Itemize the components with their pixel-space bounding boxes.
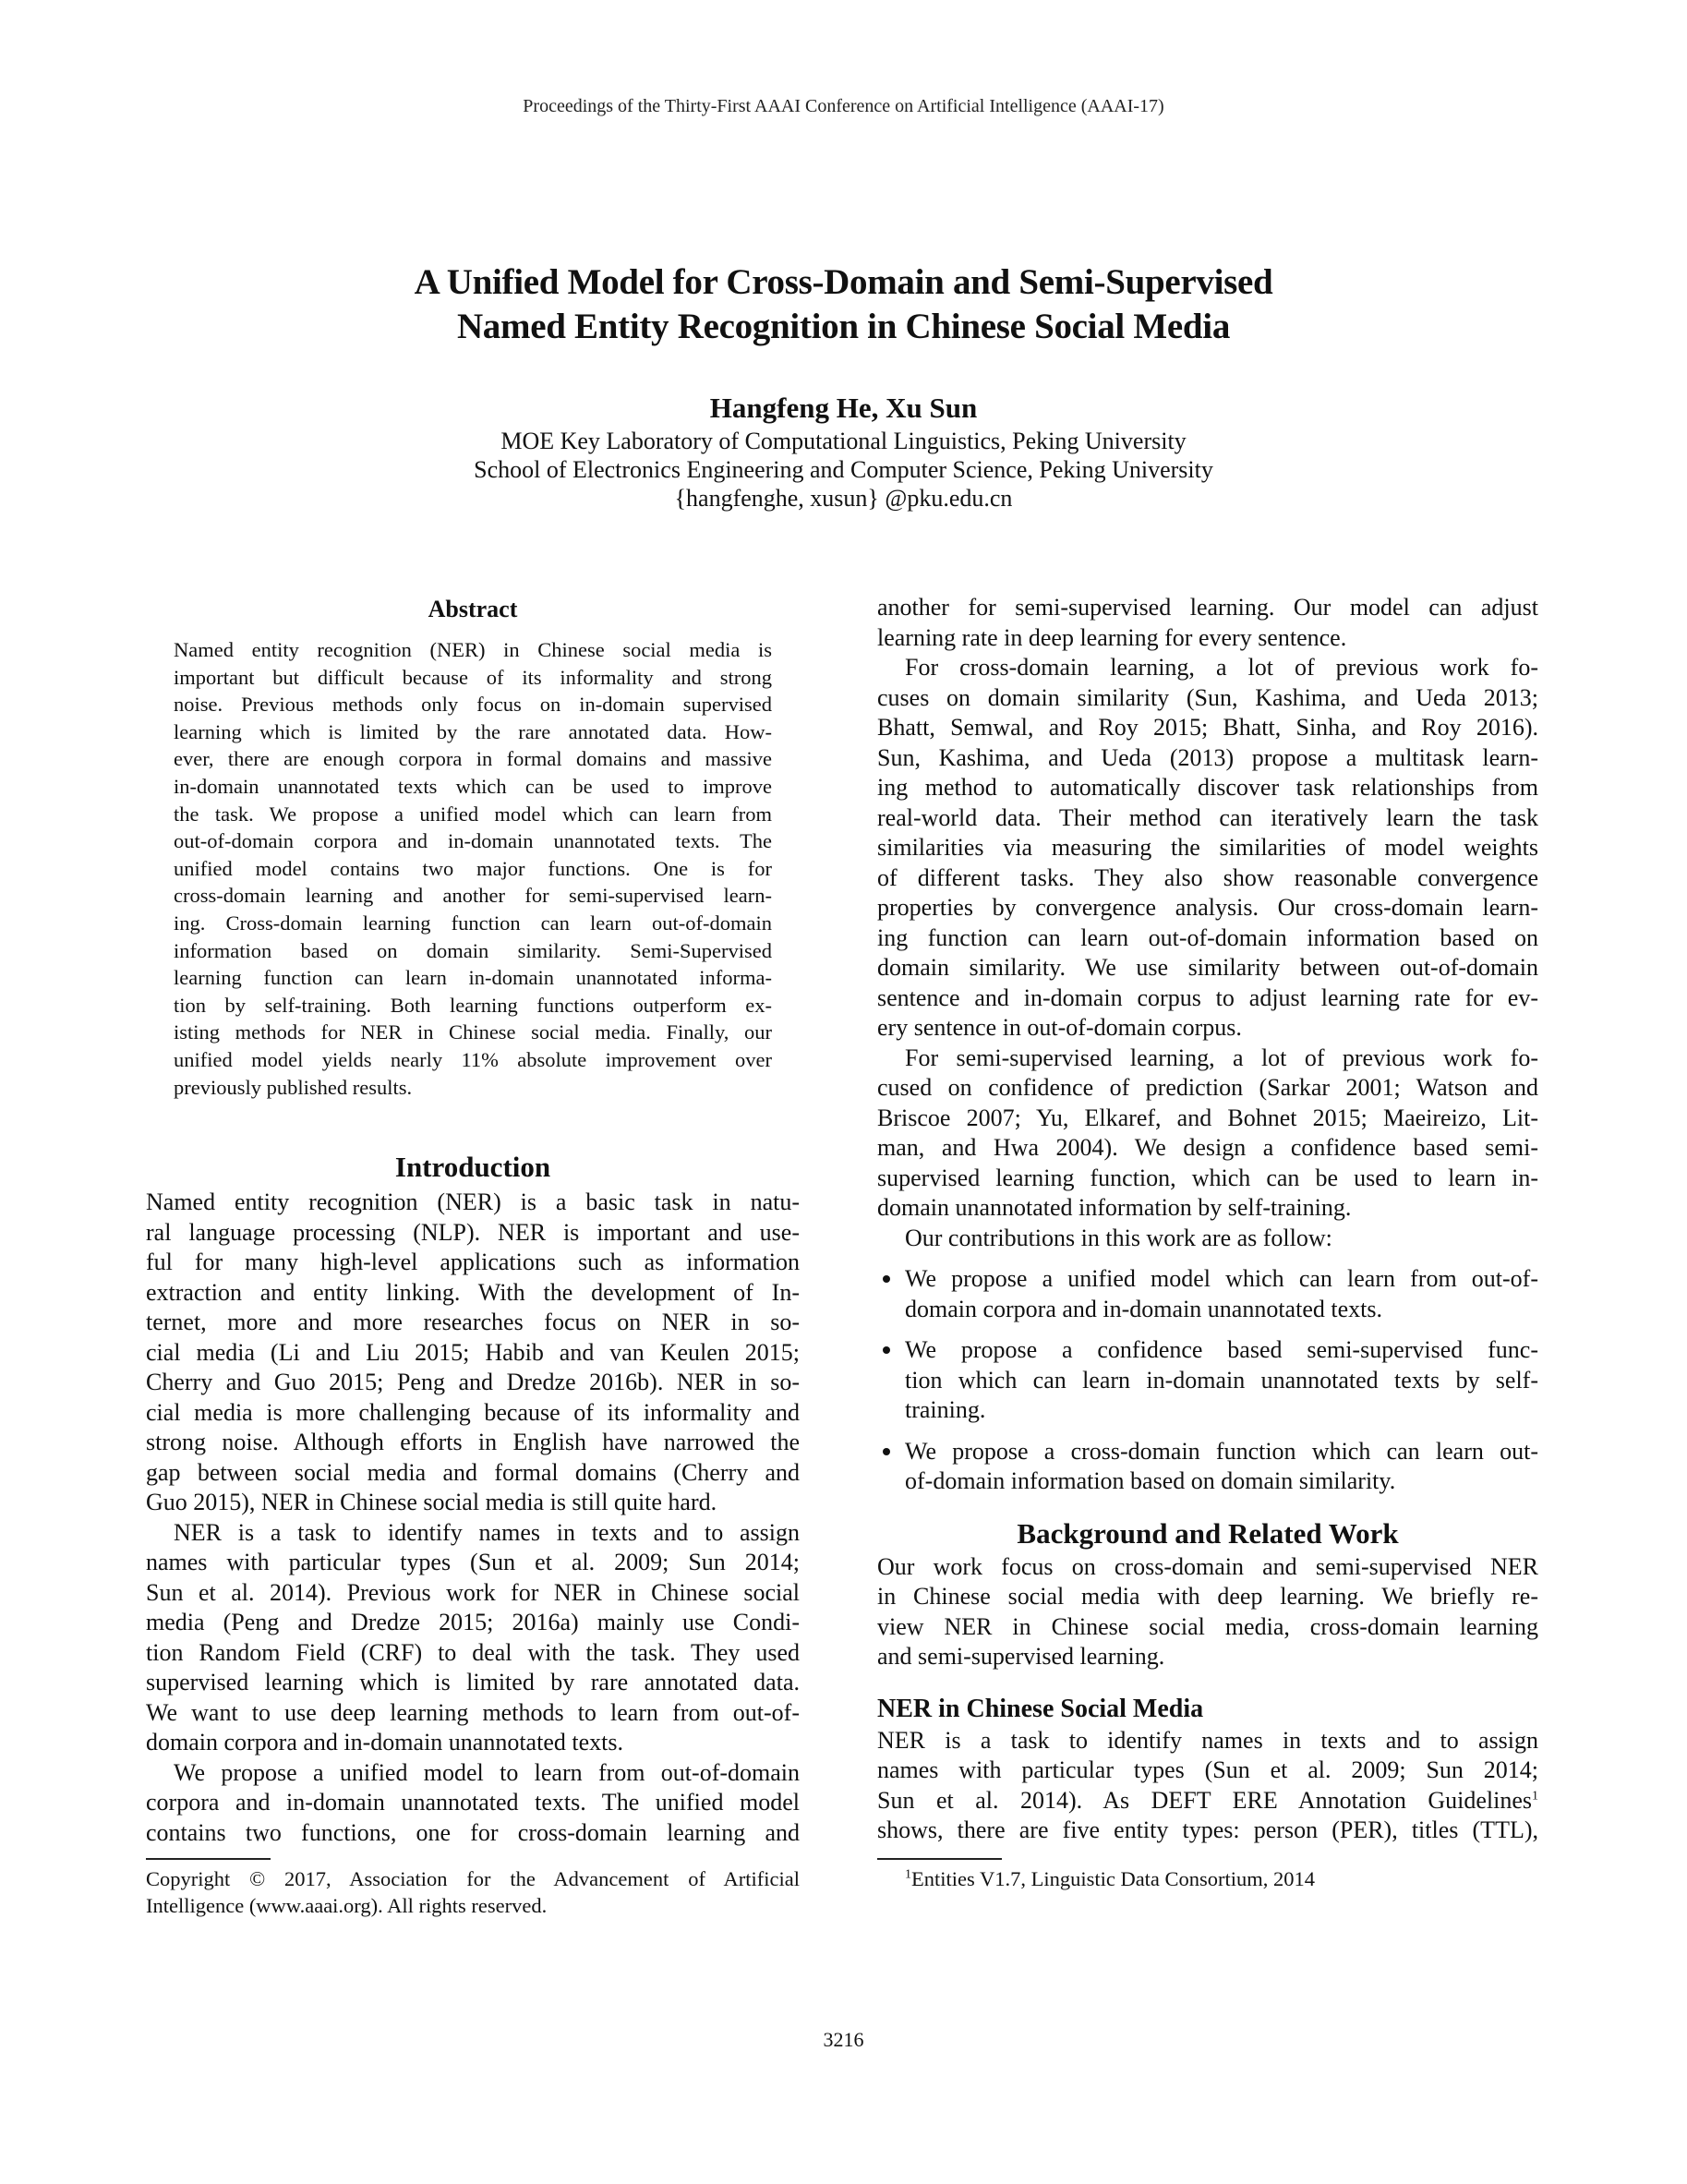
- text-line: corpora and in-domain unannotated texts. The unified model: [146, 1789, 800, 1816]
- abstract-line: tion by self-training. Both learning functions outperform ex-: [174, 993, 772, 1017]
- text-line: Our contributions in this work are as follow:: [905, 1224, 1332, 1251]
- text-line: ral language processing (NLP). NER is important and use-: [146, 1218, 800, 1246]
- text-line: tion which can learn in-domain unannotated texts by self-: [905, 1366, 1538, 1394]
- text-line: For cross-domain learning, a lot of previous work fo-: [905, 654, 1538, 681]
- text-line: of different tasks. They also show reasonable convergence: [877, 863, 1538, 891]
- text-line: [877, 1786, 1538, 1816]
- subsection-heading: NER in Chinese Social Media: [877, 1694, 1204, 1723]
- text-line: strong noise. Although efforts in English have narrowed the: [146, 1429, 800, 1455]
- bullet-icon: [883, 1346, 890, 1354]
- contribution-item: [877, 1437, 1538, 1497]
- text-line: and semi-supervised learning.: [877, 1643, 1165, 1670]
- abstract: [174, 595, 772, 1101]
- text-line: extraction and entity linking. With the development of In-: [146, 1278, 800, 1306]
- text-line: cuses on domain similarity (Sun, Kashima, and Ueda 2013;: [877, 683, 1538, 711]
- paragraph: [146, 1188, 800, 1518]
- text-line: man, and Hwa 2004). We design a confidence based semi-: [877, 1134, 1538, 1161]
- text-line: ternet, more and more researches focus on NER in so-: [146, 1309, 800, 1335]
- text-line: Sun et al. 2014). Previous work for NER in Chinese social: [146, 1578, 800, 1606]
- text-line: supervised learning function, which can be used to learn in-: [877, 1164, 1538, 1191]
- abstract-line: noise. Previous methods only focus on in-domain supervised: [174, 693, 772, 717]
- abstract-line: unified model yields nearly 11% absolute improvement over: [174, 1047, 772, 1071]
- affiliations: [0, 427, 1687, 513]
- text-line: Sun, Kashima, and Ueda (2013) propose a multitask learn-: [877, 743, 1538, 771]
- abstract-line: in-domain unannotated texts which can be used to improve: [174, 774, 772, 798]
- bullet-icon: [883, 1448, 890, 1455]
- text-line: ful for many high-level applications such as information: [146, 1249, 800, 1275]
- text-line: media (Peng and Dredze 2015; 2016a) mainly use Condi-: [146, 1609, 800, 1635]
- text-line: domain unannotated information by self-training.: [877, 1194, 1352, 1221]
- text-line: domain similarity. We use similarity between out-of-domain: [877, 954, 1538, 981]
- paragraph: [146, 1518, 800, 1758]
- text-line: We want to use deep learning methods to learn from out-of-: [146, 1698, 800, 1726]
- abstract-line: learning which is limited by the rare annotated data. How-: [174, 719, 772, 743]
- text-line: shows, there are five entity types: person (PER), titles (TTL),: [877, 1816, 1538, 1843]
- abstract-line: out-of-domain corpora and in-domain unannotated texts. The: [174, 829, 772, 853]
- title-line: A Unified Model for Cross-Domain and Semi-Supervised: [414, 262, 1273, 302]
- contribution-item: [877, 1335, 1538, 1426]
- bullet-icon: [883, 1275, 890, 1283]
- text-line: ing method to automatically discover task relationships from: [877, 774, 1538, 801]
- footnote-text: Entities V1.7, Linguistic Data Consortium, 2014: [911, 1867, 1316, 1890]
- abstract-line: cross-domain learning and another for semi-supervised learn-: [174, 884, 772, 908]
- text-line: We propose a cross-domain function which can learn out-: [905, 1437, 1538, 1465]
- abstract-heading: Abstract: [428, 596, 518, 622]
- copyright-notice: [146, 1865, 800, 1919]
- text-line: names with particular types (Sun et al. 2009; Sun 2014;: [877, 1756, 1538, 1783]
- text-line: ery sentence in out-of-domain corpus.: [877, 1014, 1242, 1041]
- text-line: tion Random Field (CRF) to deal with the task. They used: [146, 1638, 800, 1666]
- text-line: Cherry and Guo 2015; Peng and Dredze 2016b). NER in so-: [146, 1369, 800, 1395]
- copyright-line: Intelligence (www.aaai.org). All rights reserved.: [146, 1894, 548, 1917]
- text-line: NER is a task to identify names in texts and to assign: [877, 1726, 1538, 1754]
- copyright-line: Copyright © 2017, Association for the Advancement of Artificial: [146, 1867, 800, 1890]
- introduction-section: [146, 1149, 800, 1848]
- text-line: We propose a confidence based semi-supervised func-: [905, 1336, 1538, 1363]
- abstract-line: unified model contains two major functions. One is for: [174, 856, 772, 880]
- text-line: properties by convergence analysis. Our cross-domain learn-: [877, 894, 1538, 921]
- paper-title: [0, 260, 1687, 349]
- text-line: supervised learning which is limited by rare annotated data.: [146, 1669, 800, 1695]
- text-line: view NER in Chinese social media, cross-domain learning: [877, 1612, 1538, 1640]
- text-line: learning rate in deep learning for every sentence.: [877, 623, 1347, 651]
- affiliation-line: School of Electronics Engineering and Computer Science, Peking University: [474, 456, 1213, 483]
- text-line: Guo 2015), NER in Chinese social media is still quite hard.: [146, 1489, 717, 1515]
- abstract-line: important but difficult because of its informality and strong: [174, 665, 772, 689]
- paragraph: [877, 593, 1538, 653]
- authors: Hangfeng He, Xu Sun: [709, 392, 978, 424]
- title-line: Named Entity Recognition in Chinese Social Media: [456, 307, 1231, 346]
- footnote-rule: [146, 1858, 271, 1860]
- text-line: Bhatt, Semwal, and Roy 2015; Bhatt, Sinha, and Roy 2016).: [877, 714, 1538, 741]
- paragraph: [877, 1552, 1538, 1672]
- text-line: We propose a unified model which can learn from out-of-: [905, 1265, 1538, 1292]
- contribution-item: [877, 1264, 1538, 1324]
- footnote-1: [877, 1865, 1538, 1892]
- footnote-marker[interactable]: 1: [1532, 1788, 1538, 1803]
- text-line: Briscoe 2007; Yu, Elkaref, and Bohnet 2015; Maeireizo, Lit-: [877, 1104, 1538, 1131]
- text-line: cial media (Li and Liu 2015; Habib and van Keulen 2015;: [146, 1338, 800, 1366]
- running-head: Proceedings of the Thirty-First AAAI Conference on Artificial Intelligence (AAAI-17): [523, 96, 1164, 116]
- text-line: similarities via measuring the similarities of model weights: [877, 834, 1538, 861]
- text-span: Sun et al. 2014). As DEFT ERE Annotation Guidelines: [877, 1786, 1532, 1814]
- paragraph: [877, 1224, 1538, 1254]
- abstract-line: information based on domain similarity. Semi-Supervised: [174, 938, 772, 962]
- page-number: 3216: [823, 2028, 864, 2051]
- abstract-line: previously published results.: [174, 1075, 413, 1099]
- text-line: training.: [905, 1396, 986, 1423]
- text-line: domain corpora and in-domain unannotated texts.: [905, 1295, 1382, 1322]
- footnote-rule: [877, 1858, 1002, 1860]
- text-line: another for semi-supervised learning. Our model can adjust: [877, 594, 1538, 621]
- text-line: sentence and in-domain corpus to adjust learning rate for ev-: [877, 983, 1538, 1011]
- text-line: contains two functions, one for cross-domain learning and: [146, 1818, 800, 1846]
- introduction-continued: [877, 593, 1538, 1846]
- background-heading: Background and Related Work: [1017, 1516, 1399, 1550]
- abstract-line: isting methods for NER in Chinese social media. Finally, our: [174, 1020, 772, 1044]
- text-line: of-domain information based on domain similarity.: [905, 1467, 1396, 1494]
- abstract-line: the task. We propose a unified model which can learn from: [174, 802, 772, 826]
- footnote-number: 1: [905, 1867, 911, 1882]
- abstract-line: ing. Cross-domain learning function can learn out-of-domain: [174, 911, 772, 935]
- paragraph: [877, 653, 1538, 1044]
- text-line: domain corpora and in-domain unannotated texts.: [146, 1729, 623, 1756]
- text-line: in Chinese social media with deep learning. We briefly re-: [877, 1583, 1538, 1610]
- author-emails: {hangfenghe, xusun} @pku.edu.cn: [674, 485, 1013, 512]
- text-line: gap between social media and formal domains (Cherry and: [146, 1458, 800, 1486]
- paragraph: [877, 1726, 1538, 1846]
- text-line: cial media is more challenging because of its informality and: [146, 1398, 800, 1426]
- text-line: We propose a unified model to learn from out-of-domain: [174, 1758, 800, 1786]
- abstract-line: ever, there are enough corpora in formal domains and massive: [174, 747, 772, 771]
- text-line: cused on confidence of prediction (Sarkar 2001; Watson and: [877, 1074, 1538, 1101]
- text-line: names with particular types (Sun et al. 2009; Sun 2014;: [146, 1549, 800, 1575]
- abstract-line: learning function can learn in-domain unannotated informa-: [174, 966, 772, 990]
- text-line: real-world data. Their method can iteratively learn the task: [877, 803, 1538, 831]
- paragraph: [146, 1758, 800, 1849]
- text-line: ing function can learn out-of-domain information based on: [877, 923, 1538, 951]
- introduction-heading: Introduction: [394, 1151, 551, 1183]
- text-line: NER is a task to identify names in texts and to assign: [174, 1518, 800, 1546]
- paragraph: [877, 1044, 1538, 1224]
- text-line: Named entity recognition (NER) is a basic task in natu-: [146, 1189, 800, 1215]
- text-line: Our work focus on cross-domain and semi-supervised NER: [877, 1552, 1538, 1580]
- text-line: For semi-supervised learning, a lot of previous work fo-: [905, 1044, 1538, 1071]
- affiliation-line: MOE Key Laboratory of Computational Linguistics, Peking University: [500, 428, 1187, 454]
- footnote-line: [905, 1865, 1538, 1892]
- abstract-line: Named entity recognition (NER) in Chinese social media is: [174, 638, 772, 661]
